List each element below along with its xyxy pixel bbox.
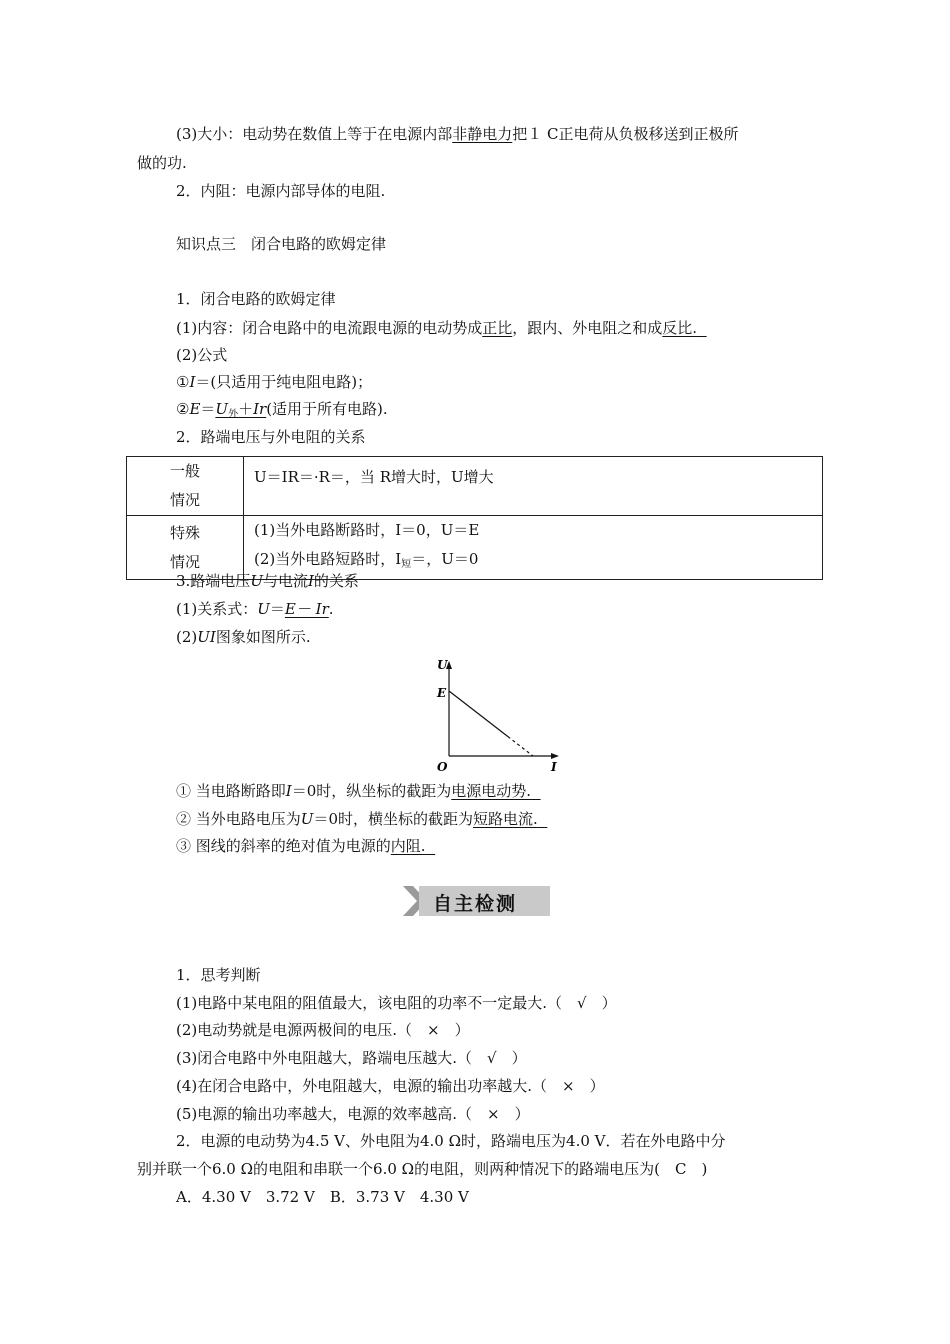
question-2-options: A．4.30 V 3.72 V B．3.73 V 4.30 V [176,1188,469,1206]
question-2-line-1: 2．电源的电动势为4.5 V、外电阻为4.0 Ω时，路端电压为4.0 V．若在外电路中分 [176,1132,726,1150]
cell-text: 一般 [169,462,200,480]
table-row [127,457,823,516]
text-seg: 的关系 [313,572,359,590]
graph-conclusion-3 [176,836,435,856]
symbol: E [189,400,201,418]
section-banner [403,886,550,916]
text-seg: 图象如图所示. [215,628,311,646]
ohm-law-title: 1．闭合电路的欧姆定律 [176,290,336,308]
text-seg: (适用于所有电路). [266,400,388,418]
banner-title: 自主检测 [433,893,518,915]
graph-line-dashed [508,737,533,757]
answer-underlined: E－ Ir [284,600,329,618]
terminal-voltage-title: 2．路端电压与外电阻的关系 [176,428,366,446]
symbol: I [285,782,292,800]
text-seg: (1)内容：闭合电路中的电流跟电源的电动势成 [176,319,483,337]
graph-conclusion-1 [176,781,541,801]
subscript: 短 [401,559,412,570]
emf-magnitude-line-cont: 做的功. [137,154,187,172]
self-check-title: 1．思考判断 [176,966,261,984]
symbol: U [215,400,229,418]
judgement-item: (4)在闭合电路中，外电阻越大，电源的输出功率越大.（ × ） [176,1077,605,1095]
graph-line-solid [449,691,508,737]
text-seg: ① [176,373,190,391]
symbol: U [250,572,263,590]
answer-underlined: 正比 [482,319,513,337]
judgement-item: (2)电动势就是电源两极间的电压.（ × ） [176,1021,470,1039]
formula-1 [176,372,372,392]
answer-underlined: 短路电流. [472,810,538,828]
question-2-line-2: 别并联一个6.0 Ω的电阻和串联一个6.0 Ω的电阻，则两种情况下的路端电压为( C ) [137,1160,708,1178]
intercept-label-e: E [437,686,447,700]
axis-label-i: I [551,760,557,774]
ui-graph [425,655,585,775]
judgement-item: (5)电源的输出功率越大，电源的效率越高.（ × ） [176,1105,530,1123]
answer-underlined: 非静电力 [452,125,513,143]
table-cell [244,516,823,580]
text-seg: ＝ [269,600,285,618]
text-seg: . [328,600,334,618]
judgement-item: (3)闭合电路中外电阻越大，路端电压越大.（ √ ） [176,1049,527,1067]
text-seg: ＝0时，横坐标的截距为 [313,810,473,828]
text-seg: (2) [176,628,198,646]
symbol: I [189,373,196,391]
table-row [127,516,823,580]
underline-pad [531,782,541,800]
text-seg: ＝(只适用于纯电阻电路)； [195,373,373,391]
answer-underlined [215,400,266,418]
text-seg: ＝，U＝0 [411,550,479,568]
text-seg: (3)大小：电动势在数值上等于在电源内部 [176,125,453,143]
table-cell [244,457,823,516]
symbol: UI [197,628,216,646]
subscript: 外 [228,409,239,420]
symbol: U [257,600,270,618]
formula-title: (2)公式 [176,346,228,364]
text-seg: ② 当外电路电压为 [176,810,301,828]
table-header-cell [127,457,244,516]
cell-text: 特殊 [169,523,200,542]
relation-table [126,456,823,580]
formula-2 [176,399,388,425]
text-seg: ② [176,400,190,418]
text-seg: ，跟内、外电阻之和成 [512,319,663,337]
text-seg: ＝0时，纵坐标的截距为 [291,782,452,800]
text-seg: (1)关系式： [176,600,258,618]
table-header-cell [127,516,244,580]
section-heading: 知识点三 闭合电路的欧姆定律 [176,235,387,253]
text-seg: 3.路端电压 [176,572,251,590]
axis-label-u: U [437,658,448,672]
x-axis-arrow-icon [551,753,559,759]
cell-text: 情况 [169,552,200,571]
text-seg: ③ 图线的斜率的绝对值为电源的 [176,837,391,855]
underline-pad [697,319,707,337]
text-seg: ＋ [238,400,254,418]
cell-text: (1)当外电路断路时，I＝0，U＝E [254,521,480,539]
text-seg: ① 当电路断路即 [176,782,286,800]
answer-underlined: 电源电动势. [451,782,532,800]
cell-text: 情况 [169,491,200,509]
ui-graph-caption [176,627,311,647]
ui-relation-formula [176,599,334,619]
text-seg: ＝ [200,400,216,418]
graph-conclusion-2 [176,809,547,829]
cell-text: U＝IR＝·R＝，当 R增大时，U增大 [254,468,494,486]
judgement-item: (1)电路中某电阻的阻值最大，该电阻的功率不一定最大.（ √ ） [176,994,617,1012]
text-seg: 与电流 [262,572,308,590]
underline-pad [426,837,436,855]
answer-underlined: 内阻. [390,837,426,855]
answer-underlined: 反比. [662,319,698,337]
underline-pad [538,810,548,828]
text-seg: (2)当外电路短路时，I [254,550,402,568]
origin-label: O [437,760,448,774]
symbol: U [300,810,314,828]
internal-resistance-line: 2．内阻：电源内部导体的电阻. [176,182,386,200]
text-seg: 把１ C正电荷从负极移送到正极所 [512,125,739,143]
symbol: I [307,572,314,590]
emf-magnitude-line [176,124,739,144]
ui-relation-title [176,571,359,591]
ohm-law-content [176,318,707,338]
symbol: Ir [253,400,267,418]
